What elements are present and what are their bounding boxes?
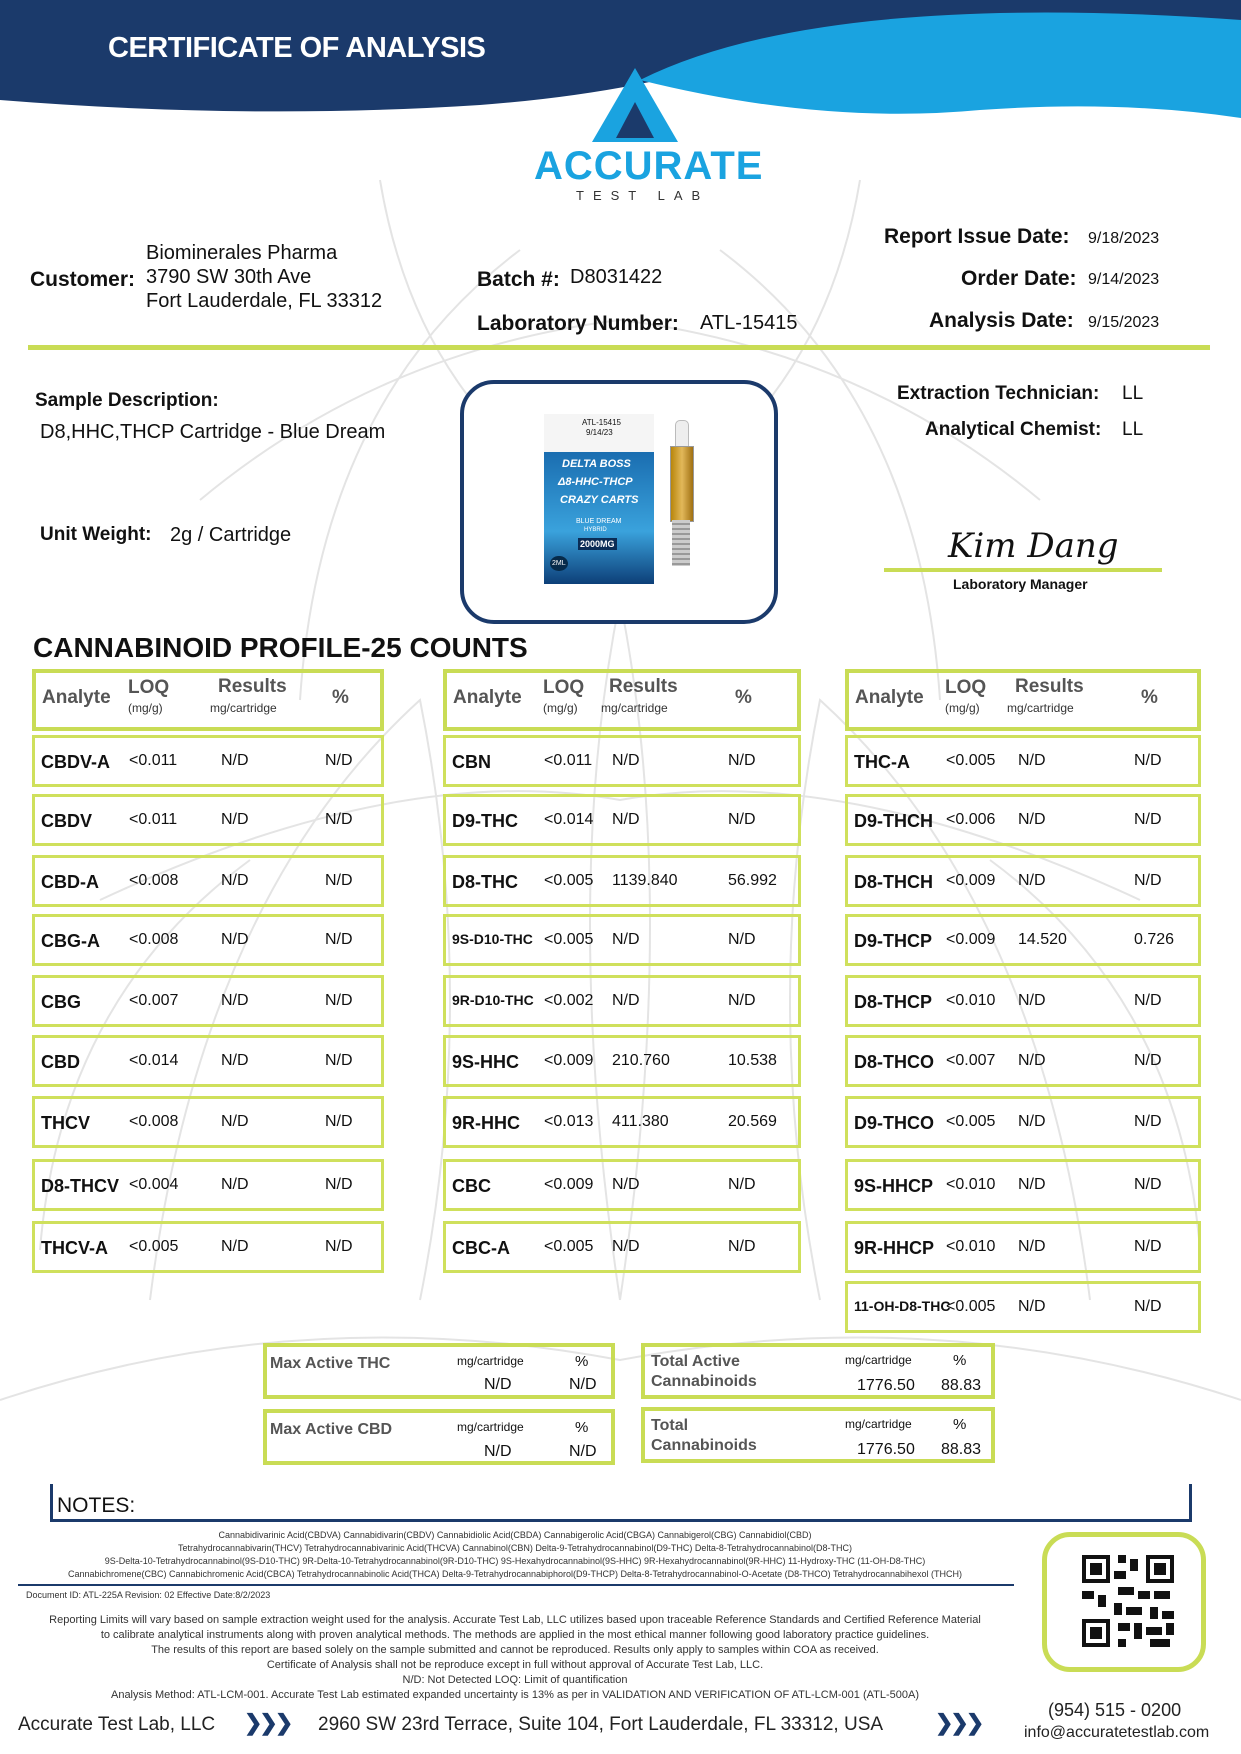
result-value: N/D (1018, 992, 1046, 1009)
table-row (443, 794, 801, 846)
table-row (32, 1035, 384, 1087)
analyte-name: CBG-A (41, 931, 100, 951)
analyte-name: CBDV (41, 811, 93, 831)
header-loq: LOQ (543, 677, 585, 698)
loq-value: <0.010 (946, 1176, 996, 1193)
header-analyte: Analyte (453, 687, 522, 708)
total-cannabinoids-box (641, 1407, 995, 1463)
pct-value: 56.992 (728, 872, 777, 889)
signature-line (884, 568, 1162, 572)
pct-value: N/D (1134, 1052, 1162, 1069)
loq-value: <0.009 (544, 1052, 594, 1069)
analyte-name: D8-THCO (854, 1052, 934, 1072)
analyte-name: 9S-HHC (452, 1052, 520, 1072)
signature: Kim Dang (948, 526, 1119, 566)
pct-value: N/D (1134, 872, 1162, 889)
pct-value: N/D (1134, 992, 1162, 1009)
result-value: 14.520 (1018, 931, 1067, 948)
result-value: N/D (612, 992, 640, 1009)
analyte-name: CBDV-A (41, 752, 111, 772)
notes-line-2: Tetrahydrocannabivarin(THCV) Tetrahydrocannabivarinic Acid(THCVA) Cannabinol(CBN) Delta-9-Tetrahydrocannabinol(D9-THC) Delta-8-Tetrahydrocannabinol(D8-THC) (178, 1543, 852, 1553)
notes-title: NOTES: (57, 1494, 136, 1517)
analyte-name: THC-A (854, 752, 910, 772)
header-loq-unit: (mg/g) (128, 701, 163, 715)
unit-weight: 2g / Cartridge (170, 524, 292, 546)
result-value: N/D (1018, 1176, 1046, 1193)
header-analyte: Analyte (42, 687, 111, 708)
header-results: Results (1015, 676, 1084, 697)
order-date: 9/14/2023 (1088, 271, 1160, 288)
chevrons-right-icon: ❯❯❯ (244, 1710, 291, 1735)
customer-name: Biominerales Pharma (146, 242, 338, 264)
loq-value: <0.014 (129, 1052, 179, 1069)
max-cbd-unit: mg/cartridge (457, 1420, 524, 1434)
notes-line-4: Cannabichromene(CBC) Cannabichromenic Acid(CBCA) Tetrahydrocannabinolic Acid(THCA) Delta-9-Tetrahydrocannabiphorol(D9-THCP) Delta-8-Tetrahydrocannabinol-O-Acetate (D8-THCO) Tetrahydrocannabihexol (THCH) (67, 1569, 963, 1579)
sample-photo-frame (460, 380, 778, 624)
disclaimer-line-2: to calibrate analytical instruments along with proven analytical methods. The methods are applied in the most ethical manner following good laboratory practice guidelines. (100, 1629, 930, 1641)
notes-line-3: 9S-Delta-10-Tetrahydrocannabinol(9S-D10-THC) 9R-Delta-10-Tetrahydrocannabinol(9R-D10-THC) 9S-Hexahydrocannabinol(9S-HHC) 9R-Hexahydrocannabinol(9R-HHC) 11-Hydroxy-THC (11-OH-D8-THC) (104, 1556, 926, 1566)
brand-name: ACCURATE (534, 144, 764, 188)
qr-code-icon[interactable] (1082, 1555, 1174, 1647)
pct-value: N/D (325, 752, 353, 769)
customer-address2: Fort Lauderdale, FL 33312 (146, 290, 383, 312)
loq-value: <0.008 (129, 872, 179, 889)
table-row (443, 855, 801, 907)
table-row (32, 1221, 384, 1273)
notes-line-1: Cannabidivarinic Acid(CBDVA) Cannabidivarin(CBDV) Cannabidiolic Acid(CBDA) Cannabigerolic Acid(CBGA) Cannabigerol(CBG) Cannabidiol(CBD) (218, 1530, 812, 1540)
analysis-date: 9/15/2023 (1088, 314, 1160, 331)
table-row (845, 1096, 1201, 1148)
analysis-date-label: Analysis Date: (929, 309, 1074, 332)
loq-value: <0.010 (946, 992, 996, 1009)
pct-value: N/D (325, 872, 353, 889)
order-date-label: Order Date: (961, 267, 1077, 290)
analyte-name: D9-THC (452, 811, 518, 831)
table-row (443, 1159, 801, 1211)
pct-value: N/D (325, 1176, 353, 1193)
disclaimer-line-5: N/D: Not Detected LOQ: Limit of quantification (402, 1674, 628, 1686)
loq-value: <0.007 (946, 1052, 996, 1069)
pct-value: 10.538 (728, 1052, 777, 1069)
table-row (845, 1221, 1201, 1273)
pct-value: N/D (728, 1176, 756, 1193)
loq-value: <0.006 (946, 811, 996, 828)
analyte-name: D8-THCV (41, 1176, 120, 1196)
pct-value: N/D (325, 1113, 353, 1130)
analyte-name: 9S-D10-THC (452, 931, 533, 947)
pct-value: N/D (728, 931, 756, 948)
pct-value: 20.569 (728, 1113, 777, 1130)
extraction-value: LL (1122, 383, 1144, 404)
table-row (845, 735, 1201, 787)
loq-value: <0.011 (129, 811, 178, 828)
loq-value: <0.007 (129, 992, 179, 1009)
lab-number-label: Laboratory Number: (477, 312, 679, 335)
table-header-1 (32, 669, 384, 731)
header-loq: LOQ (128, 677, 170, 698)
header-loq: LOQ (945, 677, 987, 698)
total-pct-label: % (953, 1416, 967, 1433)
result-value: N/D (221, 752, 249, 769)
result-value: N/D (221, 1176, 249, 1193)
max-cbd-value: N/D (484, 1443, 512, 1460)
disclaimer-line-1: Reporting Limits will vary based on sample extraction weight used for the analysis. Accurate Test Lab, LLC utilizes based upon traceable Reference Standards and Certified Reference Material (49, 1614, 981, 1626)
analyte-name: 9S-HHCP (854, 1176, 934, 1196)
pct-value: N/D (325, 1052, 353, 1069)
total-label1: Total (651, 1417, 689, 1434)
issue-date: 9/18/2023 (1088, 230, 1160, 247)
table-row (32, 914, 384, 966)
max-thc-label: Max Active THC (270, 1355, 391, 1372)
result-value: N/D (1018, 1298, 1046, 1315)
header-results: Results (218, 676, 287, 697)
total-pct: 88.83 (941, 1441, 982, 1458)
loq-value: <0.005 (544, 931, 594, 948)
analyte-name: CBD-A (41, 872, 99, 892)
sample-desc-label: Sample Description: (35, 390, 219, 411)
notes-box (50, 1484, 1192, 1522)
disclaimer-line-4: Certificate of Analysis shall not be reproduce except in full without approval of Accurate Test Lab, LLC. (266, 1659, 764, 1671)
loq-value: <0.005 (946, 1298, 996, 1315)
table-row (443, 975, 801, 1027)
loq-value: <0.010 (946, 1238, 996, 1255)
max-cbd-pct-label: % (575, 1419, 589, 1436)
table-row (32, 1096, 384, 1148)
cartridge-image (670, 420, 692, 570)
loq-value: <0.009 (946, 931, 996, 948)
chevrons-right-icon-2: ❯❯❯ (935, 1710, 982, 1735)
table-row (443, 1035, 801, 1087)
table-row (845, 975, 1201, 1027)
loq-value: <0.005 (129, 1238, 179, 1255)
header-pct: % (1141, 687, 1158, 708)
header-results-unit: mg/cartridge (210, 701, 277, 715)
disclaimer-line-6: Analysis Method: ATL-LCM-001. Accurate Test Lab estimated expanded uncertainty is 13% as per in VALIDATION AND VERIFICATION OF ATL-LCM-001 (ATL-500A) (110, 1689, 920, 1701)
max-thc-pct: N/D (569, 1376, 597, 1393)
result-value: 210.760 (612, 1052, 670, 1069)
total-active-label1: Total Active (651, 1353, 740, 1370)
table-row (845, 1159, 1201, 1211)
pct-value: N/D (1134, 1113, 1162, 1130)
table-row (845, 855, 1201, 907)
footer-phone[interactable]: (954) 515 - 0200 (1048, 1700, 1182, 1720)
max-thc-pct-label: % (575, 1353, 589, 1370)
unit-weight-label: Unit Weight: (40, 524, 152, 545)
table-row (443, 914, 801, 966)
max-cbd-label: Max Active CBD (270, 1421, 393, 1438)
divider-line (28, 345, 1210, 350)
loq-value: <0.005 (946, 1113, 996, 1130)
table-row (845, 914, 1201, 966)
header-analyte: Analyte (855, 687, 924, 708)
total-active-value: 1776.50 (857, 1377, 915, 1394)
table-row (32, 975, 384, 1027)
pct-value: N/D (325, 811, 353, 828)
result-value: N/D (612, 811, 640, 828)
extraction-label: Extraction Technician: (897, 383, 1100, 404)
max-thc-unit: mg/cartridge (457, 1354, 524, 1368)
table-row (845, 794, 1201, 846)
analyte-name: CBN (452, 752, 491, 772)
chemist-value: LL (1122, 419, 1144, 440)
analyte-name: D8-THC (452, 872, 518, 892)
batch-label: Batch #: (477, 268, 560, 291)
result-value: N/D (1018, 1238, 1046, 1255)
result-value: N/D (612, 1176, 640, 1193)
pct-value: N/D (325, 992, 353, 1009)
analyte-name: 9R-HHC (452, 1113, 521, 1133)
table-row (845, 1035, 1201, 1087)
result-value: N/D (221, 1113, 249, 1130)
table-row (32, 1159, 384, 1211)
analyte-name: 9R-HHCP (854, 1238, 935, 1258)
header-loq-unit: (mg/g) (945, 701, 980, 715)
doc-id: Document ID: ATL-225A Revision: 02 Effective Date:8/2/2023 (26, 1590, 271, 1600)
footer-email[interactable]: info@accuratetestlab.com (1024, 1724, 1210, 1741)
max-thc-box (263, 1343, 615, 1399)
loq-value: <0.004 (129, 1176, 179, 1193)
analyte-name: THCV-A (41, 1238, 108, 1258)
loq-value: <0.008 (129, 1113, 179, 1130)
notes-divider (18, 1584, 1014, 1586)
lab-number-value: ATL-15415 (700, 312, 798, 334)
analyte-name: CBG (41, 992, 81, 1012)
analyte-name: CBC (452, 1176, 491, 1196)
loq-value: <0.009 (544, 1176, 594, 1193)
table-row (845, 1281, 1201, 1333)
qr-frame (1042, 1532, 1206, 1672)
analyte-name: THCV (41, 1113, 90, 1133)
loq-value: <0.005 (946, 752, 996, 769)
pct-value: N/D (1134, 1238, 1162, 1255)
header-results-unit: mg/cartridge (1007, 701, 1074, 715)
loq-value: <0.014 (544, 811, 594, 828)
max-cbd-box (263, 1409, 615, 1465)
pct-value: N/D (1134, 1298, 1162, 1315)
pct-value: N/D (728, 992, 756, 1009)
header-pct: % (332, 687, 349, 708)
table-header-2 (443, 669, 801, 731)
max-thc-value: N/D (484, 1376, 512, 1393)
chemist-label: Analytical Chemist: (925, 419, 1102, 440)
pct-value: N/D (728, 1238, 756, 1255)
max-cbd-pct: N/D (569, 1443, 597, 1460)
result-value: N/D (1018, 1052, 1046, 1069)
result-value: N/D (221, 872, 249, 889)
analyte-name: D9-THCH (854, 811, 933, 831)
table-row (32, 855, 384, 907)
loq-value: <0.009 (946, 872, 996, 889)
result-value: N/D (221, 931, 249, 948)
batch-value: D8031422 (570, 266, 663, 288)
table-row (32, 735, 384, 787)
analyte-name: CBC-A (452, 1238, 510, 1258)
table-row (443, 1221, 801, 1273)
manager-label: Laboratory Manager (953, 576, 1088, 592)
analyte-name: D8-THCH (854, 872, 933, 892)
total-active-pct: 88.83 (941, 1377, 982, 1394)
result-value: N/D (612, 1238, 640, 1255)
loq-value: <0.011 (129, 752, 178, 769)
footer-company: Accurate Test Lab, LLC (18, 1714, 216, 1735)
disclaimer-line-3: The results of this report are based solely on the sample submitted and cannot be reproduced. Results only apply to samples within COA as received. (151, 1644, 879, 1656)
footer-address: 2960 SW 23rd Terrace, Suite 104, Fort Lauderdale, FL 33312, USA (318, 1714, 884, 1735)
pct-value: N/D (325, 1238, 353, 1255)
result-value: N/D (1018, 752, 1046, 769)
header-results-unit: mg/cartridge (601, 701, 668, 715)
loq-value: <0.008 (129, 931, 179, 948)
header-pct: % (735, 687, 752, 708)
total-unit: mg/cartridge (845, 1417, 912, 1431)
table-row (32, 794, 384, 846)
total-active-unit: mg/cartridge (845, 1353, 912, 1367)
profile-title: CANNABINOID PROFILE-25 COUNTS (33, 632, 528, 663)
result-value: N/D (612, 752, 640, 769)
header-loq-unit: (mg/g) (543, 701, 578, 715)
analyte-name: CBD (41, 1052, 80, 1072)
pct-value: N/D (728, 752, 756, 769)
header-results: Results (609, 676, 678, 697)
customer-address1: 3790 SW 30th Ave (146, 266, 312, 288)
result-value: N/D (221, 1238, 249, 1255)
total-active-box (641, 1343, 995, 1399)
pct-value: N/D (325, 931, 353, 948)
sample-desc: D8,HHC,THCP Cartridge - Blue Dream (40, 421, 386, 443)
analyte-name: 9R-D10-THC (452, 992, 534, 1008)
analyte-name: D9-THCO (854, 1113, 934, 1133)
analyte-name: D8-THCP (854, 992, 933, 1012)
product-box-image: ATL-15415 9/14/23 DELTA BOSS Δ8-HHC-THCP CRAZY CARTS BLUE DREAM HYBRID 2000MG 2ML (544, 414, 654, 584)
result-value: N/D (1018, 1113, 1046, 1130)
table-row (443, 1096, 801, 1148)
brand-sub: TEST LAB (576, 188, 710, 203)
accurate-logo-icon (590, 66, 680, 144)
pct-value: N/D (1134, 811, 1162, 828)
customer-label: Customer: (30, 268, 136, 291)
result-value: N/D (221, 1052, 249, 1069)
table-row (443, 735, 801, 787)
total-label2: Cannabinoids (651, 1437, 757, 1454)
result-value: 1139.840 (612, 872, 678, 889)
result-value: N/D (1018, 811, 1046, 828)
page-title: CERTIFICATE OF ANALYSIS (108, 32, 486, 64)
loq-value: <0.002 (544, 992, 594, 1009)
analyte-name: D9-THCP (854, 931, 933, 951)
table-header-3 (845, 669, 1201, 731)
issue-date-label: Report Issue Date: (884, 225, 1070, 248)
result-value: 411.380 (612, 1113, 669, 1130)
total-active-label2: Cannabinoids (651, 1373, 757, 1390)
loq-value: <0.013 (544, 1113, 594, 1130)
total-value: 1776.50 (857, 1441, 915, 1458)
total-active-pct-label: % (953, 1352, 967, 1369)
pct-value: 0.726 (1134, 931, 1175, 948)
pct-value: N/D (1134, 1176, 1162, 1193)
result-value: N/D (221, 811, 249, 828)
loq-value: <0.005 (544, 872, 594, 889)
loq-value: <0.011 (544, 752, 593, 769)
loq-value: <0.005 (544, 1238, 594, 1255)
result-value: N/D (1018, 872, 1046, 889)
analyte-name: 11-OH-D8-THC (854, 1298, 951, 1314)
pct-value: N/D (1134, 752, 1162, 769)
result-value: N/D (221, 992, 249, 1009)
result-value: N/D (612, 931, 640, 948)
pct-value: N/D (728, 811, 756, 828)
